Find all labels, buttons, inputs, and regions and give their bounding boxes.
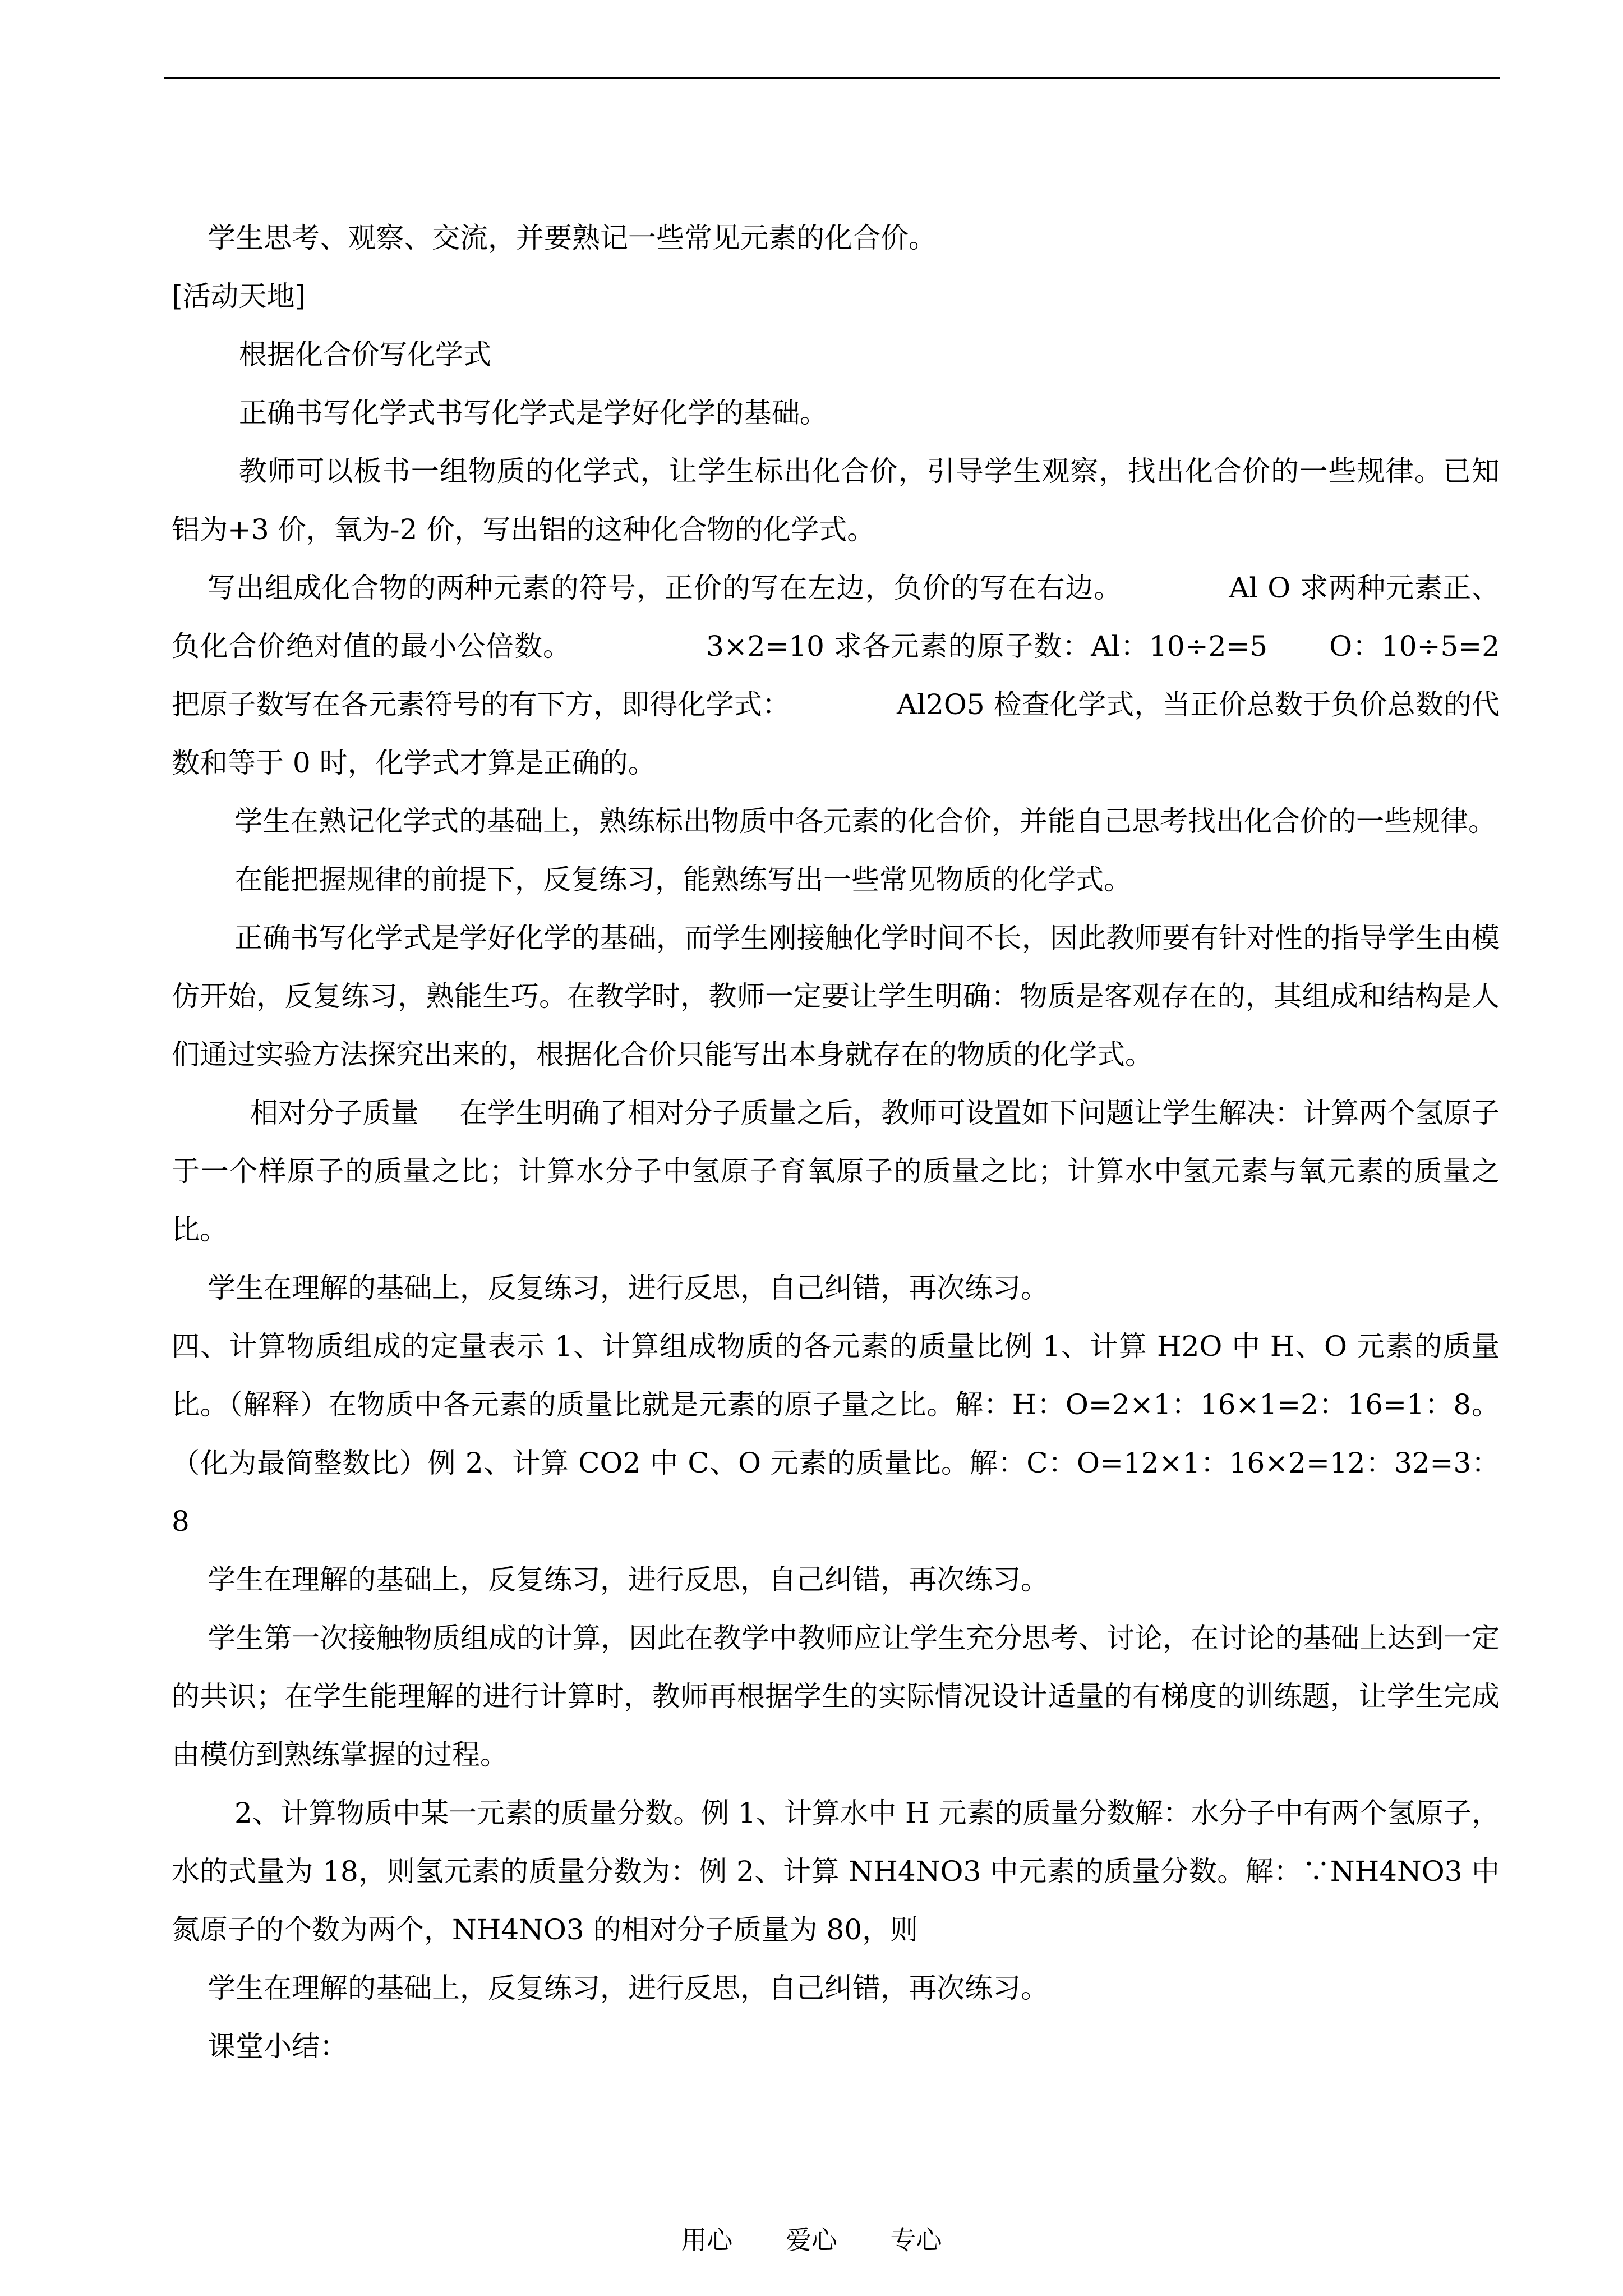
- paragraph: 学生在理解的基础上，反复练习，进行反思，自己纠错，再次练习。: [208, 1972, 1049, 2004]
- section-label: [活动天地]: [172, 280, 306, 312]
- paragraph: 学生在理解的基础上，反复练习，进行反思，自己纠错，再次练习。: [208, 1563, 1049, 1596]
- page-footer: [0, 2223, 1623, 2257]
- subheading: 根据化合价写化学式: [239, 338, 491, 371]
- paragraph: 学生在理解的基础上，反复练习，进行反思，自己纠错，再次练习。: [208, 1272, 1049, 1304]
- paragraph-steps: [172, 559, 1500, 792]
- paragraph: 学生在熟记化学式的基础上，熟练标出物质中各元素的化合价，并能自己思考找出化合价的一些规律。: [234, 805, 1496, 838]
- paragraph: 学生思考、观察、交流，并要熟记一些常见元素的化合价。: [208, 222, 937, 254]
- paragraph: 在能把握规律的前提下，反复练习，能熟练写出一些常见物质的化学式。: [234, 863, 1132, 896]
- paragraph: 四、计算物质组成的定量表示 1、计算组成物质的各元素的质量比例 1、计算 H2O 中 H、O 元素的质量比。（解释）在物质中各元素的质量比就是元素的原子量之比。解：H：O=2×1：16×1=2：16=1：8。（化为最简整数比）例 2、计算 CO2 中 C、O 元素的质量比。解：C：O=12×1：16×2=12：32=3：8: [172, 1330, 1500, 1538]
- term: 相对分子质量: [250, 1097, 419, 1129]
- paragraph: 课堂小结：: [208, 2030, 348, 2063]
- step-text: 3×2=10 求各元素的原子数：Al：10÷2=5: [706, 630, 1268, 662]
- step-text: Al O 求两种元素正、负化合价绝对值的最小公倍数。: [172, 572, 1500, 662]
- step-text: 写出组成化合物的两种元素的符号，正价的写在左边，负价的写在右边。: [208, 572, 1123, 604]
- step-text: Al2O5 检查化学式，当正价总数于负价总数的代数和等于 0 时，化学式才算是正确的。: [172, 688, 1500, 779]
- paragraph: 2、计算物质中某一元素的质量分数。例 1、计算水中 H 元素的质量分数解：水分子中有两个氢原子，水的式量为 18，则氢元素的质量分数为：例 2、计算 NH4NO3 中元素的质量分数。解：∵NH4NO3 中氮原子的个数为两个，NH4NO3 的相对分子质量为 80，则: [172, 1797, 1500, 1946]
- paragraph: 学生第一次接触物质组成的计算，因此在教学中教师应让学生充分思考、讨论，在讨论的基础上达到一定的共识；在学生能理解的进行计算时，教师再根据学生的实际情况设计适量的有梯度的训练题，让学生完成由模仿到熟练掌握的过程。: [172, 1622, 1500, 1771]
- footer-text: 爱心: [786, 2225, 837, 2255]
- paragraph: 正确书写化学式是学好化学的基础，而学生刚接触化学时间不长，因此教师要有针对性的指导学生由模仿开始，反复练习，熟能生巧。在教学时，教师一定要让学生明确：物质是客观存在的，其组成和结构是人们通过实验方法探究出来的，根据化合价只能写出本身就存在的物质的化学式。: [172, 922, 1500, 1071]
- header-rule: [164, 77, 1500, 79]
- paragraph-text: 在学生明确了相对分子质量之后，教师可设置如下问题让学生解决：计算两个氢原子于一个样原子的质量之比；计算水分子中氢原子育氧原子的质量之比；计算水中氢元素与氧元素的质量之比。: [172, 1097, 1500, 1246]
- document-body: [172, 209, 1500, 2076]
- step-text: O：10÷5=2 把原子数写在各元素符号的有下方，即得化学式：: [172, 630, 1500, 721]
- footer-text: 专心: [890, 2225, 942, 2255]
- paragraph: [172, 1084, 1500, 1259]
- paragraph: 教师可以板书一组物质的化学式，让学生标出化合价，引导学生观察，找出化合价的一些规律。已知铝为+3 价，氧为-2 价，写出铝的这种化合物的化学式。: [172, 455, 1500, 546]
- footer-text: 用心: [681, 2225, 733, 2255]
- paragraph: 正确书写化学式书写化学式是学好化学的基础。: [239, 397, 828, 429]
